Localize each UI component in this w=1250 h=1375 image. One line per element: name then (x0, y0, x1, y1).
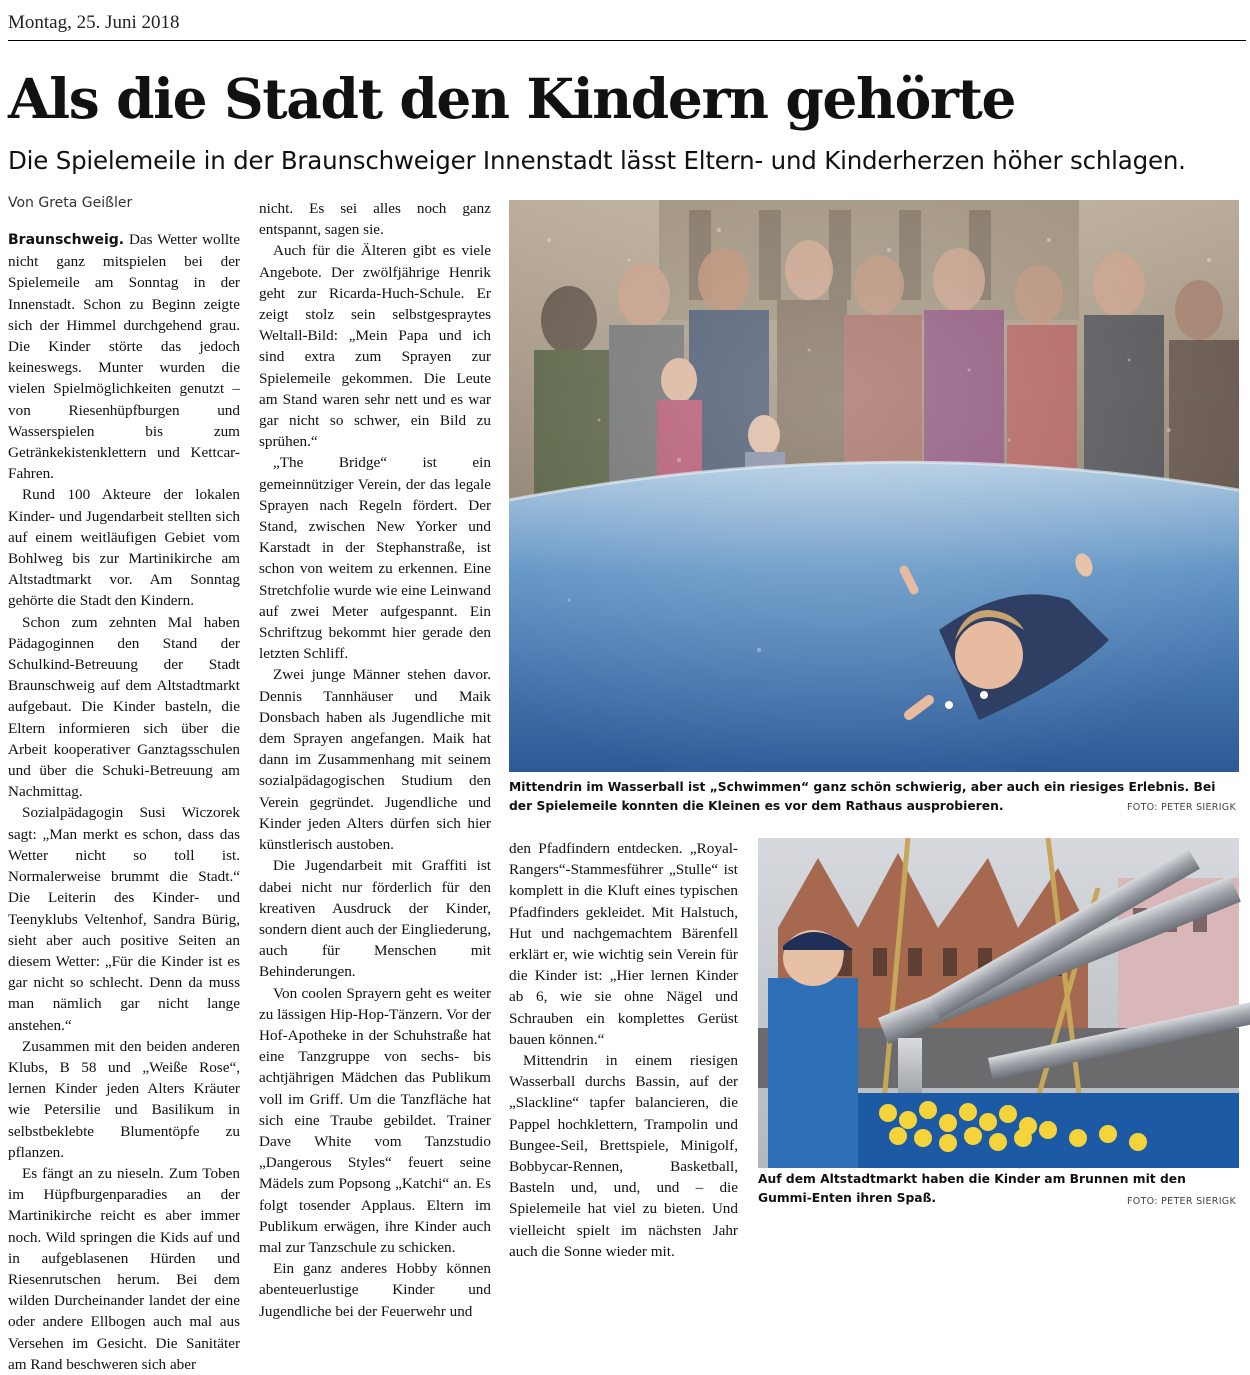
paragraph: Auch für die Älteren gibt es viele Angebote. Der zwölfjährige Henrik geht zur Ricarda-Huch-Schule. Er zeigt stolz sein selbstgespraytes Weltall-Bild: „Mein Papa und ich sind extra zum Sprayen zur Spielemeile gekommen. Die Leute am Stand waren sehr nett und es war gar nicht so schwer, ein Bild zu sprühen.“ (259, 242, 491, 451)
paragraph: Von coolen Sprayern geht es weiter zu lässigen Hip-Hop-Tänzern. Vor der Hof-Apotheke in der Schuhstraße hat eine Tanzgruppe von sechs- bis achtjährigen Mädchen das Publikum voll im Griff. Um die Tanzfläche hat sich eine Traube gebildet. Trainer Dave White vom Tanzstudio „Dangerous Styles“ feuert seine Mädels zum Popsong „Katchi“ an. Es folgt tosender Applaus. Eltern im Publikum erwägen, ihre Kinder auch mal zur Tanzschule zu schicken. (259, 984, 491, 1256)
photo-caption-1: Mittendrin im Wasserball ist „Schwimmen“ ganz schön schwierig, aber auch ein riesiges Erlebnis. Bei der Spielemeile konnten die Kleinen es vor dem Rathaus ausprobieren. (509, 780, 1216, 813)
article-column-1 (8, 229, 240, 1375)
paragraph: Schon zum zehnten Mal haben Pädagoginnen den Stand der Schulkind-Betreuung der Stadt Braunschweig auf dem Altstadtmarkt aufgebaut. Die Kinder basteln, die Eltern informieren sich über die Arbeit kooperativer Ganztagsschulen und über die Schuki-Betreuung am Nachmittag. (8, 613, 240, 801)
paragraph: Zwei junge Männer stehen davor. Dennis Tannhäuser und Maik Donsbach haben als Jugendliche mit dem Sprayen angefangen. Maik hat dann im Zusammenhang mit seinem sozialpädagogischen Studium den Verein gegründet. Jugendliche und Kinder jeden Alters dürfen sich hier künstlerisch austoben. (259, 666, 491, 854)
photo-credit-1: FOTO: PETER SIERIGK (1127, 802, 1236, 813)
byline: Von Greta Geißler (8, 195, 133, 211)
header-rule (8, 40, 1246, 41)
photo-caption-2: Auf dem Altstadtmarkt haben die Kinder am Brunnen mit den Gummi-Enten ihren Spaß. (758, 1172, 1186, 1205)
subheadline: Die Spielemeile in der Braunschweiger Innenstadt lässt Eltern- und Kinderherzen höher schlagen. (8, 146, 1186, 175)
photo-credit-2: FOTO: PETER SIERIGK (1127, 1196, 1236, 1207)
paragraph: Zusammen mit den beiden anderen Klubs, B 58 und „Weiße Rose“, lernen Kinder jeden Alters Kräuter wie Petersilie und Basilikum in selbstbeklebte Blumentöpfe zu pflanzen. (8, 1037, 240, 1161)
paragraph: Die Jugendarbeit mit Graffiti ist dabei nicht nur förderlich für den kreativen Ausdruck der Kinder, sondern dient auch der Eingliederung, auch für Menschen mit Behinderungen. (259, 857, 491, 981)
paragraph: Ein ganz anderes Hobby können abenteuerlustige Kinder und Jugendliche bei der Feuerwehr und (259, 1260, 491, 1320)
article-column-3 (509, 838, 738, 1262)
headline: Als die Stadt den Kindern gehörte (8, 66, 1016, 131)
paragraph: Mittendrin in einem riesigen Wasserball durchs Bassin, auf der „Slackline“ tapfer balancieren, die Pappel hochklettern, Trampolin und Bungee-Seil, Brettspiele, Minigolf, Bobbycar-Rennen, Basketball, Basteln und, und, und – die Spielemeile hat viel zu bieten. Und vielleicht spielt im nächsten Jahr auch die Sonne wieder mit. (509, 1052, 738, 1260)
paragraph: nicht. Es sei alles noch ganz entspannt, sagen sie. (259, 200, 491, 239)
paragraph: Es fängt an zu nieseln. Zum Toben im Hüpfburgenparadies an der Martinikirche reicht es aber immer noch. Wild springen die Kids auf und in aufgeblasenen Hürden und Riesenrutschen herum. Bei dem wilden Durcheinander landet der eine oder andere Ellbogen auch mal aus Versehen im Gesicht. Die Sanitäter am Rand beschweren sich aber (8, 1164, 240, 1373)
paragraph: Sozialpädagogin Susi Wiczorek sagt: „Man merkt es schon, dass das Wetter nicht so toll ist. Normalerweise brummt die Stadt.“ Die Leiterin des Kinder- und Teenyklubs Veltenhof, Sandra Bürig, sieht aber auch positive Seiten an diesem Wetter: „Für die Kinder ist es gar nicht so schlecht. Denn da muss man nämlich gar nicht lange anstehen.“ (8, 804, 240, 1034)
dateline: Montag, 25. Juni 2018 (8, 12, 180, 33)
article-column-2 (259, 198, 491, 1322)
paragraph: Rund 100 Akteure der lokalen Kinder- und Jugendarbeit stellten sich auf einem weitläufigen Gebiet vom Bohlweg bis zur Martinikirche am Altstadtmarkt vor. Am Sonntag gehörte die Stadt den Kindern. (8, 486, 240, 610)
paragraph: „The Bridge“ ist ein gemeinnütziger Verein, der das legale Sprayen nach Regeln fördert. Der Stand, zwischen New Yorker und Karstadt in der Stephanstraße, ist schon von weitem zu erkennen. Eine Stretchfolie wurde wie eine Leinwand auf zwei Meter aufgespannt. Ein Schriftzug bekommt hier gerade den letzten Schliff. (259, 454, 491, 663)
paragraph-text: Das Wetter wollte nicht ganz mitspielen bei der Spielemeile am Sonntag in der Innenstadt. Schon zu Beginn zeigte sich der Himmel durchgehend grau. Die Kinder störte das jedoch keineswegs. Munter wurden die vielen Spielmöglichkeiten genutzt – von Riesenhüpfburgen und Wasserspielen bis zum Getränkekistenklettern und Kettcar-Fahren. (8, 231, 240, 483)
photo-water-ball (509, 200, 1239, 772)
location-tag: Braunschweig. (8, 232, 125, 248)
lead-paragraph (8, 229, 240, 484)
photo-duck-fountain (758, 838, 1239, 1168)
paragraph: den Pfadfindern entdecken. „Royal-Rangers“-Stammesführer „Stulle“ ist komplett in die Kluft eines typischen Pfadfinders gekleidet. Mit Halstuch, Hut und nachgemachtem Bärenfell erklärt er, wie wichtig sein Verein für die Kinder ist: „Hier lernen Kinder ab 6, wie sie ohne Nägel und Schrauben ein komplettes Gerüst bauen können.“ (509, 840, 738, 1048)
